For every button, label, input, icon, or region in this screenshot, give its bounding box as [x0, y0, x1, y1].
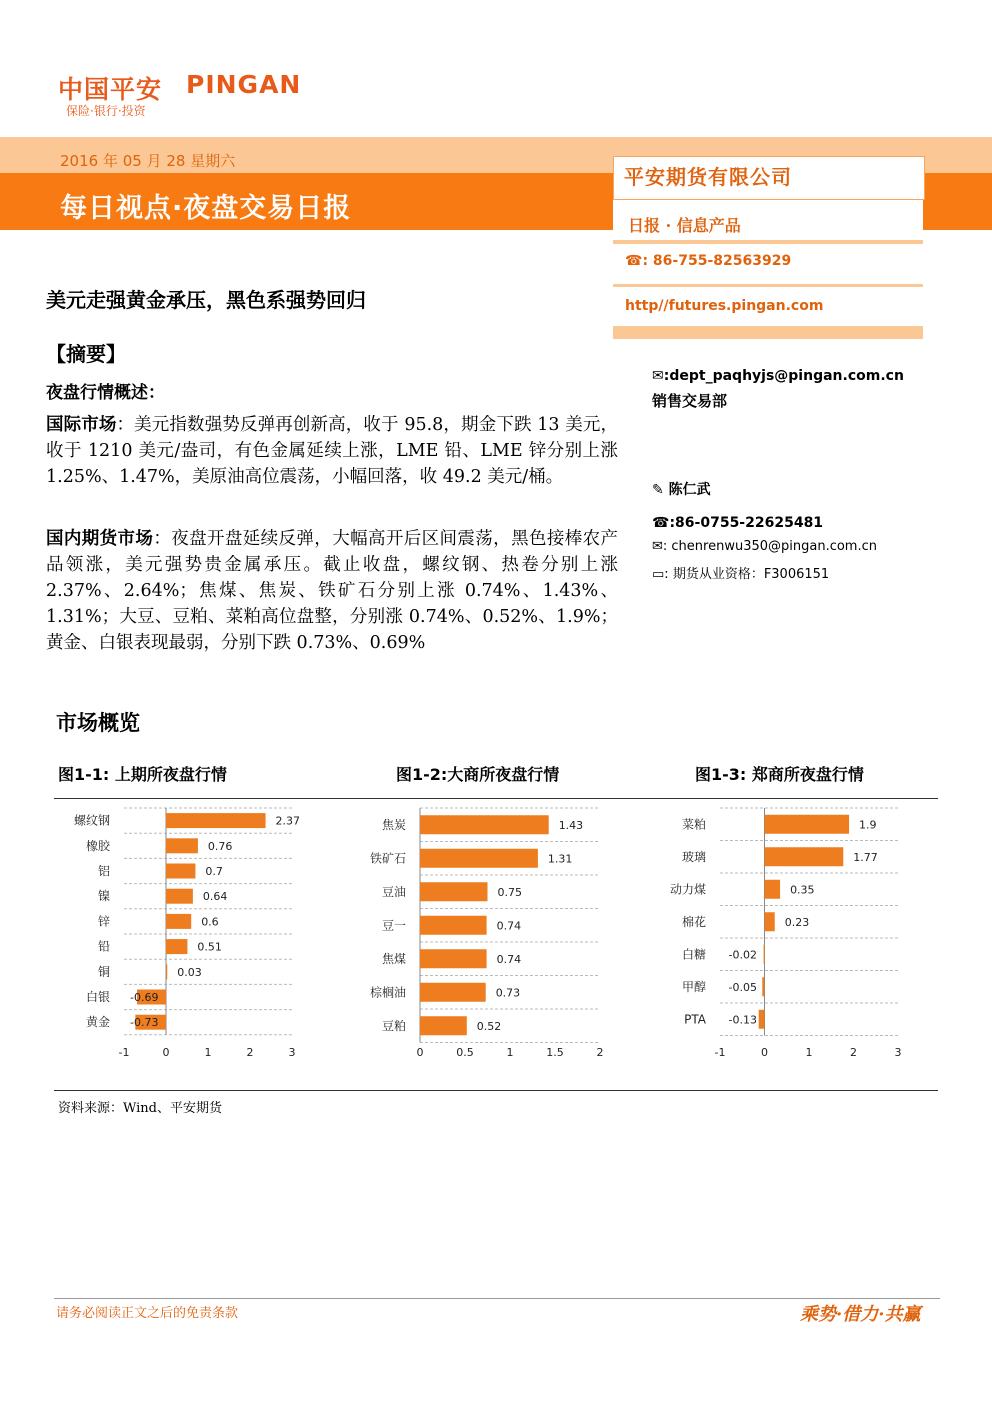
tick-label: 2: [246, 1046, 254, 1059]
tick-label: 3: [894, 1046, 902, 1059]
author-phone: ☎:86-0755-22625481: [652, 515, 824, 531]
data-label: 1.31: [547, 852, 573, 866]
bar: [420, 949, 487, 968]
category-label: 焦煤: [381, 951, 406, 966]
bar: [420, 849, 538, 868]
author: [652, 479, 711, 499]
market-overview-label: 市场概览: [56, 711, 140, 735]
chart-title-1: 图1-1: 上期所夜盘行情: [58, 765, 227, 784]
disclaimer-link[interactable]: 请务必阅读正文之后的免责条款: [56, 1306, 239, 1321]
data-label: -0.13: [728, 1013, 757, 1027]
separator: [613, 326, 923, 339]
report-title: 每日视点·夜盘交易日报: [60, 193, 352, 224]
chart-title-3: 图1-3: 郑商所夜盘行情: [695, 765, 864, 784]
category-label: 豆油: [381, 884, 406, 899]
category-label: 豆一: [381, 918, 406, 933]
category-label: 白糖: [681, 947, 706, 962]
bar: [166, 914, 191, 929]
tick-label: 0: [162, 1046, 170, 1059]
company-name: 平安期货有限公司: [624, 165, 792, 189]
data-label: 0.64: [202, 890, 228, 904]
bar: [765, 912, 775, 931]
qualification-value: 期货从业资格：F3006151: [672, 567, 830, 582]
company-url[interactable]: http//futures.pingan.com: [625, 298, 824, 314]
bar: [420, 1016, 467, 1035]
data-label: -0.73: [130, 1016, 159, 1030]
category-label: 铜: [97, 964, 110, 979]
category-label: 黄金: [85, 1015, 110, 1030]
domestic-paragraph: [46, 526, 618, 656]
intl-label: 国际市场: [46, 415, 117, 435]
category-label: PTA: [684, 1012, 706, 1027]
category-label: 棕榈油: [369, 985, 406, 1000]
author-name: 陈仁武: [668, 482, 711, 498]
data-label: 0.23: [784, 915, 810, 929]
data-label: -0.69: [130, 991, 159, 1004]
data-label: 0.73: [495, 986, 521, 1000]
data-label: 0.75: [497, 885, 522, 899]
author-email-value: chenrenwu350@pingan.com.cn: [671, 539, 877, 554]
pen-icon: ✎: [652, 482, 664, 498]
domestic-text: ：夜盘开盘延续反弹，大幅高开后区间震荡，黑色接棒农产品领涨，美元强势贵金属承压。截止收盘，螺纹钢、热卷分别上涨 2.37%、2.64%；焦煤、焦炭、铁矿石分别上涨 0.74%、1.43%、1.31%；大豆、豆粕、菜粕高位盘整，分别涨 0.74%、0.52%、1.9%；黄金、白银表现最弱，分别下跌 0.73%、0.69%: [46, 529, 619, 653]
bar: [762, 977, 764, 996]
data-label: 1.43: [558, 818, 584, 832]
chart-title-2: 图1-2:大商所夜盘行情: [396, 765, 560, 784]
bar: [764, 945, 765, 964]
data-label: -0.02: [728, 948, 757, 962]
category-label: 铅: [97, 939, 110, 954]
chart-bottom-rule: [54, 1090, 938, 1091]
chart-czce: [654, 800, 924, 1070]
bar: [420, 983, 486, 1002]
bar: [166, 813, 266, 828]
dept-email-value: dept_paqhyjs@pingan.com.cn: [669, 368, 904, 384]
report-date: 2016 年 05 月 28 星期六: [60, 152, 236, 170]
bar: [420, 882, 488, 901]
bar: [166, 964, 167, 979]
abstract-label: 【摘要】: [46, 342, 126, 366]
data-label: 0.03: [177, 965, 202, 979]
domestic-label: 国内期货市场: [46, 529, 154, 549]
data-label: 2.37: [275, 814, 301, 828]
intl-text: ：美元指数强势反弹再创新高，收于 95.8，期金下跌 13 美元，收于 1210 美元/盎司，有色金属延续上涨，LME 铅、LME 锌分别上涨 1.25%、1.47%，美原油高位震荡，小幅回落，收 49.2 美元/桶。: [46, 415, 619, 487]
data-label: 0.74: [496, 952, 522, 966]
data-label: 0.52: [476, 1019, 502, 1033]
data-label: 1.77: [853, 850, 878, 864]
category-label: 锌: [97, 914, 110, 929]
dept-email[interactable]: ✉:dept_paqhyjs@pingan.com.cn: [652, 368, 904, 384]
chart-top-rule: [54, 798, 938, 799]
data-source: 资料来源：Wind、平安期货: [58, 1101, 222, 1116]
category-label: 螺纹钢: [73, 813, 110, 828]
company-phone-value: 86-755-82563929: [652, 253, 792, 269]
category-label: 甲醇: [681, 979, 706, 994]
category-label: 铝: [97, 864, 110, 878]
qualification: ▭: 期货从业资格：F3006151: [652, 567, 830, 582]
tick-label: 0: [416, 1046, 424, 1059]
tick-label: -1: [714, 1046, 726, 1059]
logo-en: PINGAN: [186, 70, 302, 99]
bar: [420, 815, 549, 834]
category-label: 菜粕: [681, 817, 706, 832]
category-label: 镍: [97, 889, 110, 904]
bar: [765, 815, 850, 834]
card-icon: ▭: [652, 567, 665, 582]
daily-label: 日报 · 信息产品: [628, 216, 741, 235]
bar: [765, 847, 844, 866]
data-label: 0.6: [201, 915, 219, 929]
category-label: 玻璃: [681, 849, 706, 864]
data-label: 0.7: [205, 865, 223, 878]
bar: [166, 939, 187, 954]
logo-cn: 中国平安: [58, 75, 163, 104]
author-phone-value: 86-0755-22625481: [675, 515, 824, 531]
tick-label: 1.5: [546, 1046, 564, 1059]
intl-paragraph: [46, 412, 618, 490]
company-phone: ☎: 86-755-82563929: [625, 253, 792, 269]
slogan: 乘势·借力·共赢: [800, 1304, 921, 1325]
separator: [613, 240, 923, 244]
data-label: 0.35: [790, 883, 815, 897]
data-label: 0.76: [207, 839, 233, 853]
headline: 美元走强黄金承压，黑色系强势回归: [46, 288, 366, 312]
tick-label: 2: [596, 1046, 604, 1059]
bar: [765, 880, 781, 899]
tick-label: 3: [288, 1046, 296, 1059]
logo-subtitle: 保险·银行·投资: [66, 104, 146, 118]
data-label: 0.51: [197, 940, 222, 954]
tick-label: 1: [204, 1046, 212, 1059]
category-label: 铁矿石: [369, 851, 406, 866]
tick-label: -1: [118, 1046, 130, 1059]
data-label: -0.05: [728, 980, 757, 994]
category-label: 动力煤: [669, 882, 706, 897]
separator: [613, 284, 923, 287]
bar: [420, 916, 487, 935]
data-label: 0.74: [496, 919, 522, 933]
category-label: 焦炭: [381, 817, 406, 832]
tick-label: 1: [506, 1046, 514, 1059]
bar: [759, 1010, 765, 1029]
category-label: 棉花: [681, 914, 706, 929]
category-label: 橡胶: [85, 838, 110, 853]
data-label: 1.9: [859, 818, 877, 832]
tick-label: 2: [850, 1046, 857, 1059]
footer-rule: [54, 1298, 940, 1299]
chart-dce: [354, 800, 624, 1070]
chart-shfe: [54, 800, 314, 1070]
tick-label: 1: [805, 1046, 813, 1059]
overview-label: 夜盘行情概述：: [46, 383, 165, 403]
category-label: 白银: [85, 990, 110, 1004]
bar: [166, 889, 193, 904]
dept-name: 销售交易部: [652, 392, 728, 410]
tick-label: 0.5: [456, 1046, 474, 1059]
tick-label: 0: [761, 1046, 768, 1059]
category-label: 豆粕: [381, 1018, 406, 1033]
bar: [166, 838, 198, 853]
author-email[interactable]: ✉: chenrenwu350@pingan.com.cn: [652, 539, 877, 554]
bar: [166, 864, 195, 879]
